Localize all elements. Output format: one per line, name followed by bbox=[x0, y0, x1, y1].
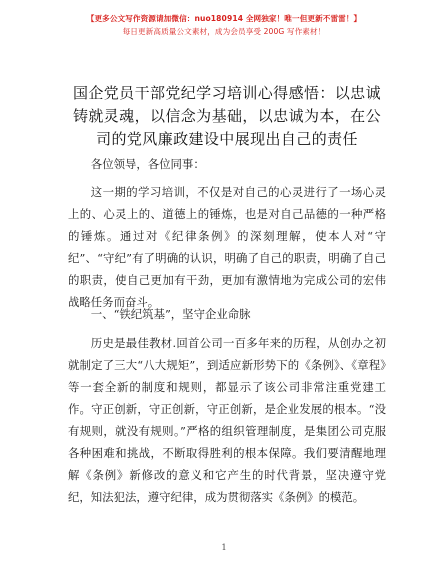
section-heading-1: 一、“铁纪筑基”，坚守企业命脉 bbox=[90, 307, 251, 321]
promo-line-1: 【更多公文写作资源请加微信：nuo180914 全网独家！唯一但更新不雷雷！】 bbox=[86, 14, 362, 23]
salutation: 各位领导，各位同事： bbox=[90, 157, 205, 171]
page-number: 1 bbox=[221, 543, 227, 552]
document-title: 国企党员干部党纪学习培训心得感悟：以忠诚铸就灵魂，以信念为基础，以忠诚为本，在公司的党风廉政建设中展现出自己的责任 bbox=[72, 84, 381, 148]
promo-banner bbox=[0, 12, 448, 38]
promo-line-2: 每日更新高质量公文素材，成为会员享受 200G 写作素材！ bbox=[122, 27, 326, 36]
paragraph-1: 这一期的学习培训，不仅是对自己的心灵进行了一场心灵上的、心灵上的、道德上的锤炼，也是对自己品德的一种严格的锤炼。通过对《纪律条例》的深刻理解，使本人对“守纪”、“守纪”有了明确的认识，明确了自己的职责，明确了自己的职责，使自己更加有干劲，更加有激情地为完成公司的宏伟战略任务而奋斗。 bbox=[68, 185, 386, 309]
paragraph-2: 历史是最佳教材.回首公司一百多年来的历程，从创办之初就制定了三大“八大规矩”，到适应新形势下的《条例》、《章程》等一套全新的制度和规则，都显示了该公司非常注重党建工作。守正创新，守正创新，守正创新，是企业发展的根本。“没有规则，就没有规则。”严格的组织管理制度，是集团公司克服各种困难和挑战，不断取得胜利的根本保障。我们要清醒地理解《条例》新修改的意义和它产生的时代背景，坚决遵守党纪，知法犯法，遵守纪律，成为贯彻落实《条例》的模范。 bbox=[68, 336, 386, 504]
